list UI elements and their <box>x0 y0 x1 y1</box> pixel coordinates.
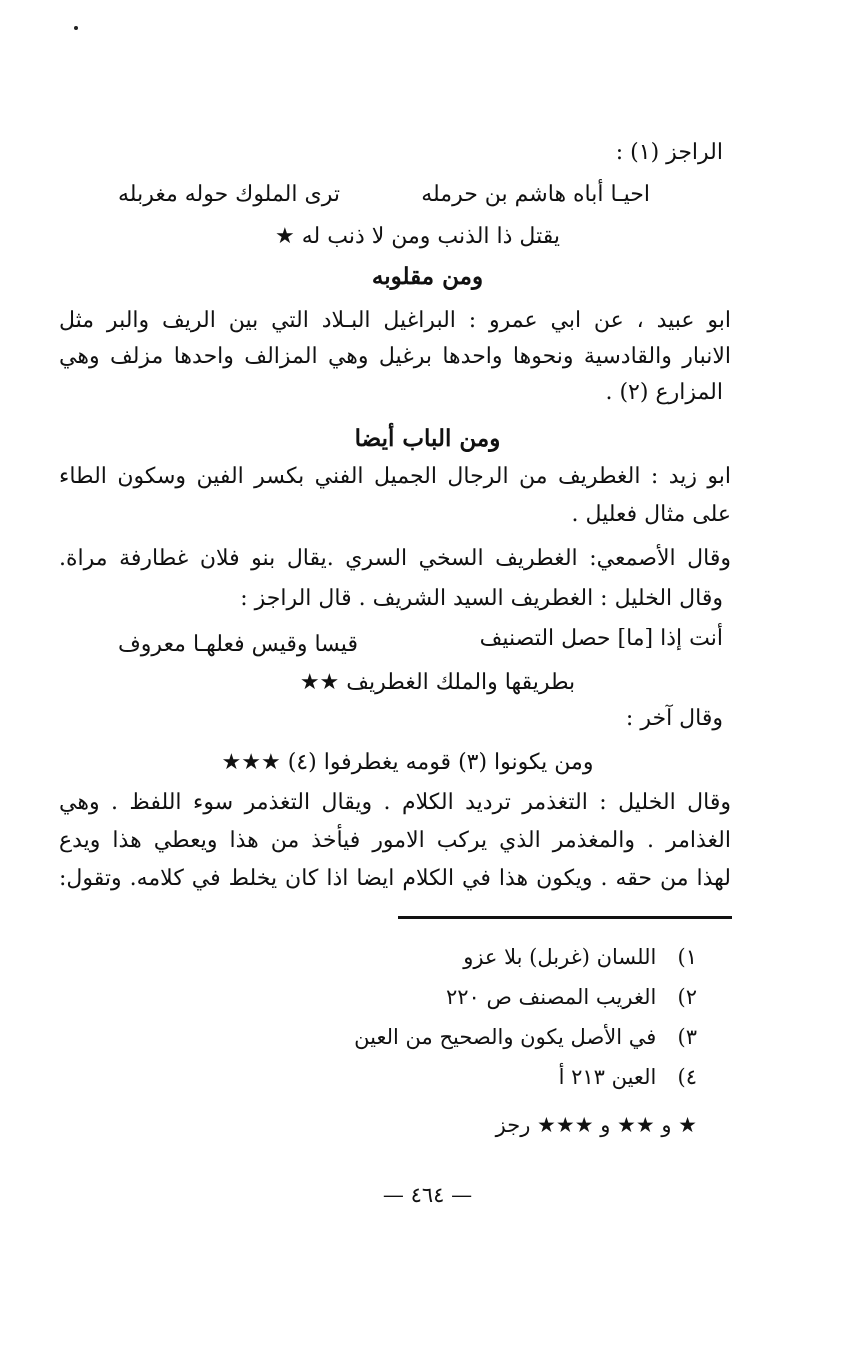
footnote-number: ٢) <box>677 985 697 1009</box>
text-line: وقال الأصمعي: الغطريف السخي السري .يقال بنو فلان غطارفة مراة. <box>59 546 731 571</box>
footnote-text: اللسان (غربل) بلا عزو <box>463 945 657 969</box>
text-line: المزارع (٢) . <box>605 380 723 405</box>
footnote-text: العين ٢١٣ أ <box>558 1065 657 1089</box>
text-line: وقال آخر : <box>625 706 723 731</box>
footnote <box>463 942 697 972</box>
footnote-number: ٣) <box>677 1025 697 1049</box>
speck-mark <box>74 26 78 30</box>
text-line: ابو عبيد ، عن ابي عمرو : البراغيل البـلاد التي بين الريف والبر مثل <box>59 308 731 333</box>
footnote-number: ١) <box>677 945 697 969</box>
text-line: الانبار والقادسية ونحوها واحدها برغيل وهي المزالف واحدها مزلف وهي <box>59 344 731 369</box>
verse-line: يقتل ذا الذنب ومن لا ذنب له ★ <box>275 224 560 249</box>
text-line: على مثال فعليل . <box>571 502 731 527</box>
text-line: لهذا من حقه . ويكون هذا في الكلام ايضا اذا كان يخلط في كلامه. وتقول: <box>59 866 731 891</box>
verse-line: ومن يكونوا (٣) قومه يغطرفوا (٤) ★★★ <box>221 750 594 775</box>
text-line: وقال الخليل : التغذمر ترديد الكلام . ويقال التغذمر سوء اللفظ . وهي <box>59 790 731 815</box>
footnote-text: في الأصل يكون والصحيح من العين <box>354 1025 657 1049</box>
section-heading: ومن مقلوبه <box>371 263 484 290</box>
footnote-number: ٤) <box>677 1065 697 1089</box>
footnote-text: الغريب المصنف ص ٢٢٠ <box>445 985 657 1009</box>
text-line: الغذامر . والمغذمر الذي يركب الامور فيأخذ من هذا ويعطي هذا ويدع <box>59 828 731 853</box>
text-line: الراجز (١) : <box>615 140 723 165</box>
verse-hemistich-right: احيـا أباه هاشم بن حرمله <box>421 182 650 207</box>
footnote <box>446 982 697 1012</box>
footnote-separator <box>398 916 732 919</box>
text-line: وقال الخليل : الغطريف السيد الشريف . قال الراجز : <box>240 586 723 611</box>
footnote <box>559 1062 697 1092</box>
stars-note: ★ و ★★ و ★★★ رجز <box>495 1113 697 1137</box>
verse-hemistich-right: أنت إذا [ما] حصل التصنيف <box>479 626 723 651</box>
verse-hemistich-left: ترى الملوك حوله مغربله <box>118 182 340 207</box>
section-heading: ومن الباب أيضا <box>354 425 501 452</box>
footnote <box>354 1022 697 1052</box>
text-line: ابو زيد : الغطريف من الرجال الجميل الفني بكسر الفين وسكون الطاء <box>59 464 731 489</box>
verse-line: بطريقها والملك الغطريف ★★ <box>299 670 576 695</box>
verse-hemistich-left: قيسا وقيس فعلهـا معروف <box>118 632 358 657</box>
page-number: — ٤٦٤ — <box>382 1183 473 1207</box>
